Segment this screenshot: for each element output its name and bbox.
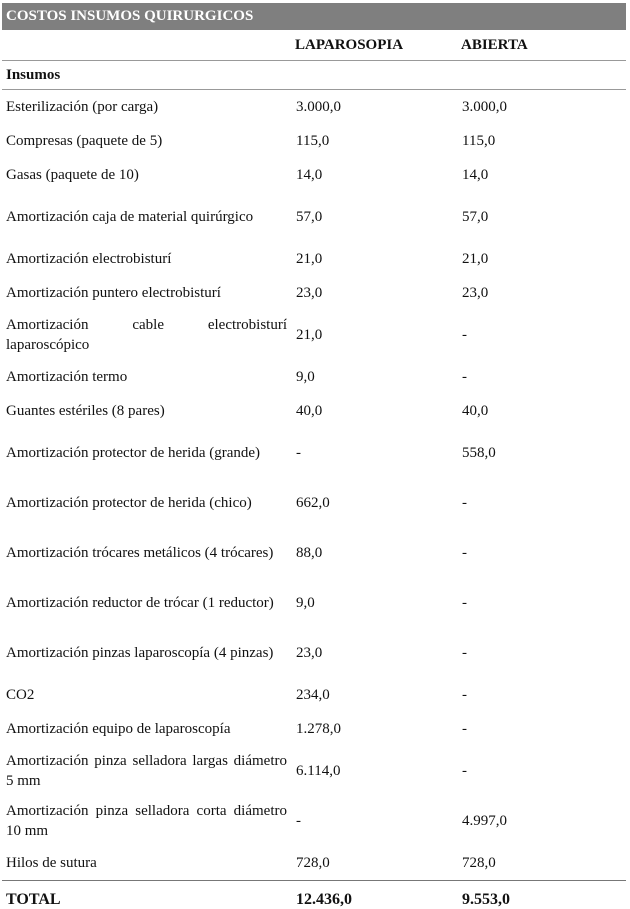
table-row — [2, 528, 626, 578]
item-label: Amortización electrobisturí — [2, 242, 291, 276]
laparoscopia-cost: 9,0 — [291, 578, 457, 628]
cost-table — [2, 30, 626, 909]
laparoscopia-cost: 88,0 — [291, 528, 457, 578]
abierta-cost: - — [457, 678, 626, 712]
table-row — [2, 796, 626, 846]
table-row — [2, 746, 626, 796]
abierta-cost: 14,0 — [457, 158, 626, 192]
abierta-cost: 115,0 — [457, 124, 626, 158]
laparoscopia-cost: 23,0 — [291, 276, 457, 310]
laparoscopia-cost: 9,0 — [291, 360, 457, 394]
table-title: COSTOS INSUMOS QUIRURGICOS — [2, 3, 626, 30]
abierta-cost: - — [457, 478, 626, 528]
table-row — [2, 192, 626, 242]
abierta-cost: - — [457, 746, 626, 796]
total-abierta: 9.553,0 — [457, 881, 626, 909]
laparoscopia-cost: 728,0 — [291, 846, 457, 881]
item-label: Compresas (paquete de 5) — [2, 124, 291, 158]
item-label: Hilos de sutura — [2, 846, 291, 881]
abierta-cost: - — [457, 528, 626, 578]
table-row — [2, 712, 626, 746]
table-row — [2, 678, 626, 712]
item-label: Amortización pinza selladora corta diámetro 10 mm — [2, 796, 291, 846]
laparoscopia-cost: - — [291, 428, 457, 478]
table-row — [2, 124, 626, 158]
laparoscopia-cost: 21,0 — [291, 310, 457, 360]
total-label: TOTAL — [2, 881, 291, 909]
laparoscopia-cost: 57,0 — [291, 192, 457, 242]
table-row — [2, 428, 626, 478]
item-label: Amortización cable electrobisturí laparoscópico — [2, 310, 291, 360]
abierta-cost: 4.997,0 — [457, 796, 626, 846]
item-label: Esterilización (por carga) — [2, 90, 291, 125]
laparoscopia-cost: 1.278,0 — [291, 712, 457, 746]
table-row — [2, 360, 626, 394]
laparoscopia-cost: 6.114,0 — [291, 746, 457, 796]
section-row — [2, 61, 626, 90]
abierta-cost: 728,0 — [457, 846, 626, 881]
abierta-cost: 3.000,0 — [457, 90, 626, 125]
laparoscopia-cost: 662,0 — [291, 478, 457, 528]
item-label: Amortización trócares metálicos (4 trócares) — [2, 528, 291, 578]
laparoscopia-cost: 40,0 — [291, 394, 457, 428]
table-row — [2, 394, 626, 428]
item-label: Amortización equipo de laparoscopía — [2, 712, 291, 746]
abierta-cost: 40,0 — [457, 394, 626, 428]
cost-table-container — [2, 3, 626, 909]
abierta-cost: - — [457, 712, 626, 746]
laparoscopia-column-header: LAPAROSOPIA — [291, 30, 457, 61]
item-column-header — [2, 30, 291, 61]
abierta-cost: - — [457, 310, 626, 360]
table-row — [2, 578, 626, 628]
table-row — [2, 90, 626, 125]
table-row — [2, 158, 626, 192]
laparoscopia-cost: 115,0 — [291, 124, 457, 158]
laparoscopia-cost: - — [291, 796, 457, 846]
abierta-cost: - — [457, 628, 626, 678]
item-label: Amortización reductor de trócar (1 reductor) — [2, 578, 291, 628]
item-label: Amortización termo — [2, 360, 291, 394]
item-label: Guantes estériles (8 pares) — [2, 394, 291, 428]
item-label: Amortización puntero electrobisturí — [2, 276, 291, 310]
item-label: Amortización pinzas laparoscopía (4 pinzas) — [2, 628, 291, 678]
table-row — [2, 310, 626, 360]
laparoscopia-cost: 3.000,0 — [291, 90, 457, 125]
section-label: Insumos — [2, 61, 626, 90]
laparoscopia-cost: 21,0 — [291, 242, 457, 276]
abierta-column-header: ABIERTA — [457, 30, 626, 61]
table-row — [2, 276, 626, 310]
abierta-cost: 57,0 — [457, 192, 626, 242]
item-label: CO2 — [2, 678, 291, 712]
item-label: Amortización caja de material quirúrgico — [2, 192, 291, 242]
abierta-cost: - — [457, 578, 626, 628]
table-row — [2, 478, 626, 528]
table-row — [2, 628, 626, 678]
column-header-row — [2, 30, 626, 61]
laparoscopia-cost: 14,0 — [291, 158, 457, 192]
total-laparoscopia: 12.436,0 — [291, 881, 457, 909]
abierta-cost: 21,0 — [457, 242, 626, 276]
laparoscopia-cost: 23,0 — [291, 628, 457, 678]
abierta-cost: 558,0 — [457, 428, 626, 478]
item-label: Amortización protector de herida (grande) — [2, 428, 291, 478]
total-row — [2, 881, 626, 909]
table-row — [2, 846, 626, 881]
abierta-cost: - — [457, 360, 626, 394]
table-body — [2, 61, 626, 881]
abierta-cost: 23,0 — [457, 276, 626, 310]
item-label: Amortización pinza selladora largas diámetro 5 mm — [2, 746, 291, 796]
item-label: Amortización protector de herida (chico) — [2, 478, 291, 528]
item-label: Gasas (paquete de 10) — [2, 158, 291, 192]
laparoscopia-cost: 234,0 — [291, 678, 457, 712]
table-row — [2, 242, 626, 276]
